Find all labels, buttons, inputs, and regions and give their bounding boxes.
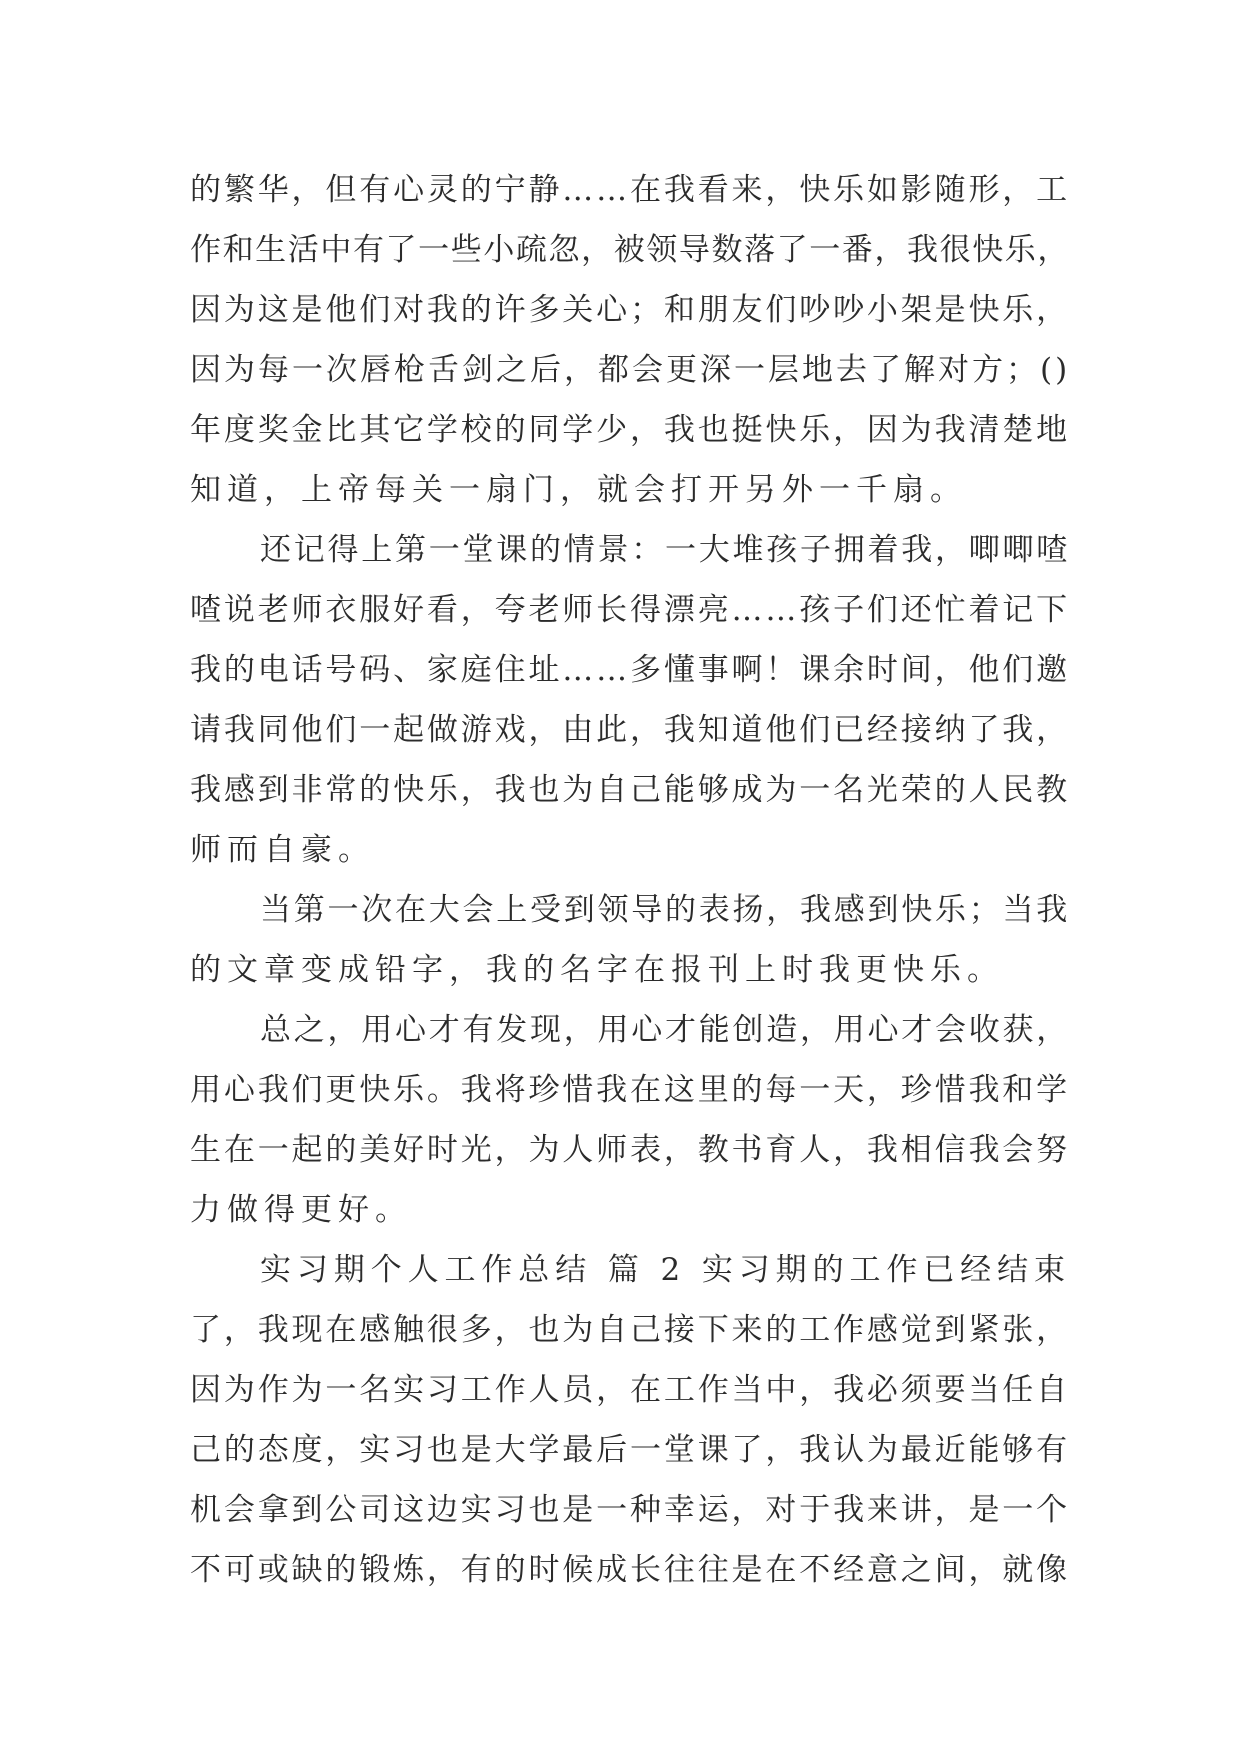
text-line: 因为这是他们对我的许多关心；和朋友们吵吵小架是快乐， [190,292,1070,328]
text-line: 总之，用心才有发现，用心才能创造，用心才会收获， [260,1012,1070,1048]
text-line: 请我同他们一起做游戏，由此，我知道他们已经接纳了我， [190,712,1070,748]
text-line: 师而自豪。 [190,832,375,868]
text-line: 喳说老师衣服好看，夸老师长得漂亮……孩子们还忙着记下 [190,592,1070,628]
text-line: 年度奖金比其它学校的同学少，我也挺快乐，因为我清楚地 [190,412,1070,448]
text-line: 了，我现在感触很多，也为自己接下来的工作感觉到紧张， [190,1312,1070,1348]
text-line: 机会拿到公司这边实习也是一种幸运，对于我来讲，是一个 [190,1492,1070,1528]
text-line: 力做得更好。 [190,1192,412,1228]
text-line: 的繁华，但有心灵的宁静……在我看来，快乐如影随形，工 [190,172,1070,208]
text-line: 知道，上帝每关一扇门，就会打开另外一千扇。 [190,472,967,508]
text-line: 因为作为一名实习工作人员，在工作当中，我必须要当任自 [190,1372,1070,1408]
text-line: 的文章变成铅字，我的名字在报刊上时我更快乐。 [190,952,1004,988]
text-line: 用心我们更快乐。我将珍惜我在这里的每一天，珍惜我和学 [190,1072,1070,1108]
text-line: 己的态度，实习也是大学最后一堂课了，我认为最近能够有 [190,1432,1070,1468]
document-body [190,160,1070,1600]
text-line: 当第一次在大会上受到领导的表扬，我感到快乐；当我 [260,892,1070,928]
text-line: 因为每一次唇枪舌剑之后，都会更深一层地去了解对方；() [190,352,1071,388]
text-line: 我感到非常的快乐，我也为自己能够成为一名光荣的人民教 [190,772,1070,808]
text-line: 不可或缺的锻炼，有的时候成长往往是在不经意之间，就像 [190,1552,1070,1588]
text-line: 实习期个人工作总结 篇 2 实习期的工作已经结束 [260,1252,1071,1288]
text-line: 生在一起的美好时光，为人师表，教书育人，我相信我会努 [190,1132,1070,1168]
text-line: 我的电话号码、家庭住址……多懂事啊！课余时间，他们邀 [190,652,1070,688]
text-line: 还记得上第一堂课的情景：一大堆孩子拥着我，唧唧喳 [260,532,1070,568]
text-line: 作和生活中有了一些小疏忽，被领导数落了一番，我很快乐， [190,232,1070,268]
